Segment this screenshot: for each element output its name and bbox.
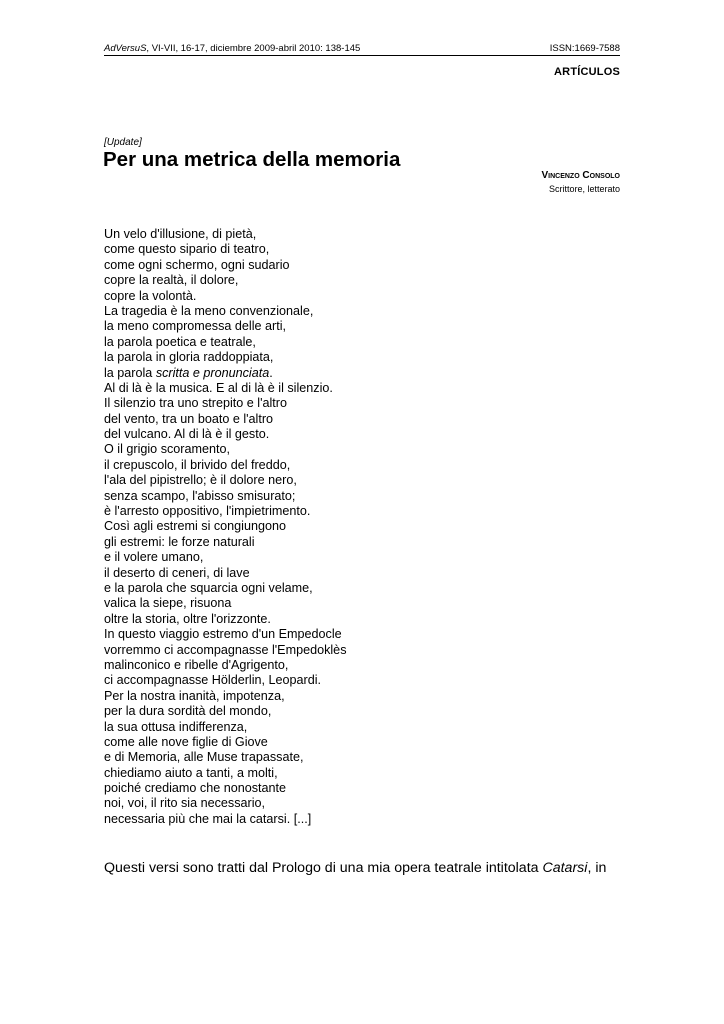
poem-line: necessaria più che mai la catarsi. [...] bbox=[104, 811, 312, 826]
poem-line: malinconico e ribelle d'Agrigento, bbox=[104, 657, 289, 672]
poem-line: l'ala del pipistrello; è il dolore nero, bbox=[104, 473, 297, 488]
poem-line: la parola poetica e teatrale, bbox=[104, 334, 256, 349]
journal-issue: , VI-VII, 16-17, diciembre 2009-abril 2010: 138-145 bbox=[146, 43, 361, 54]
poem-line: O il grigio scoramento, bbox=[104, 442, 230, 457]
poem-line: Un velo d'illusione, di pietà, bbox=[104, 227, 257, 241]
poem-line: la parola in gloria raddoppiata, bbox=[104, 350, 274, 365]
poem-line-end: . bbox=[269, 365, 273, 380]
poem-line: come questo sipario di teatro, bbox=[104, 242, 270, 257]
poem-line: copre la volontà. bbox=[104, 288, 197, 303]
poem-line: copre la realtà, il dolore, bbox=[104, 273, 239, 288]
poem-line-italic: scritta e pronunciata bbox=[155, 365, 270, 380]
poem-line: gli estremi: le forze naturali bbox=[104, 534, 255, 549]
section-label: ARTÍCULOS bbox=[554, 66, 620, 78]
poem-line: Il silenzio tra uno strepito e l'altro bbox=[104, 396, 288, 411]
running-header bbox=[104, 42, 620, 56]
poem-line: la meno compromessa delle arti, bbox=[104, 319, 286, 334]
poem-line: la sua ottusa indifferenza, bbox=[104, 719, 248, 734]
issn: ISSN:1669-7588 bbox=[549, 43, 620, 54]
journal-name: AdVersuS bbox=[104, 43, 147, 54]
poem-line: il crepuscolo, il brivido del freddo, bbox=[104, 457, 291, 472]
paragraph-text-end: , in bbox=[587, 860, 607, 876]
poem-line: e il volere umano, bbox=[104, 550, 204, 565]
poem-line: e di Memoria, alle Muse trapassate, bbox=[104, 750, 304, 765]
poem-line: La tragedia è la meno convenzionale, bbox=[104, 303, 314, 318]
poem-line: per la dura sordità del mondo, bbox=[104, 704, 272, 719]
poem-line: chiediamo aiuto a tanti, a molti, bbox=[104, 765, 278, 780]
poem-line: valica la siepe, risuona bbox=[104, 596, 232, 611]
poem-line: come alle nove figlie di Giove bbox=[104, 734, 268, 749]
poem-line: oltre la storia, oltre l'orizzonte. bbox=[104, 611, 271, 626]
poem-line: come ogni schermo, ogni sudario bbox=[104, 257, 290, 272]
poem-line: del vulcano. Al di là è il gesto. bbox=[104, 427, 270, 442]
paragraph-text: Questi versi sono tratti dal Prologo di una mia opera teatrale intitolata bbox=[104, 860, 543, 876]
poem-line: è l'arresto oppositivo, l'impietrimento. bbox=[104, 504, 311, 519]
poem-line: noi, voi, il rito sia necessario, bbox=[104, 796, 265, 811]
poem-line: senza scampo, l'abisso smisurato; bbox=[104, 488, 296, 503]
poem-line: ci accompagnasse Hölderlin, Leopardi. bbox=[104, 673, 322, 688]
poem-line: e la parola che squarcia ogni velame, bbox=[104, 580, 313, 595]
poem-line: Così agli estremi si congiungono bbox=[104, 519, 287, 534]
article-title: Per una metrica della memoria bbox=[103, 148, 401, 171]
poem-line: il deserto di ceneri, di lave bbox=[104, 565, 250, 580]
poem-line: del vento, tra un boato e l'altro bbox=[104, 411, 274, 426]
poem-line: In questo viaggio estremo d'un Empedocle bbox=[104, 627, 342, 642]
poem-line: poiché crediamo che nonostante bbox=[104, 781, 287, 796]
body-paragraph bbox=[104, 859, 624, 877]
header-divider bbox=[104, 55, 620, 56]
journal-citation bbox=[104, 42, 360, 56]
poem-line: Al di là è la musica. E al di là è il silenzio. bbox=[104, 380, 333, 395]
poem-line bbox=[104, 366, 504, 381]
poem bbox=[104, 227, 504, 827]
article-tag: [Update] bbox=[104, 137, 142, 148]
author-name: Vincenzo Consolo bbox=[541, 170, 620, 181]
poem-line: Per la nostra inanità, impotenza, bbox=[104, 688, 285, 703]
work-title: Catarsi bbox=[542, 860, 588, 876]
poem-line: vorremmo ci accompagnasse l'Empedoklès bbox=[104, 642, 347, 657]
author-affiliation: Scrittore, letterato bbox=[548, 184, 620, 194]
poem-line-start: la parola bbox=[104, 365, 156, 380]
